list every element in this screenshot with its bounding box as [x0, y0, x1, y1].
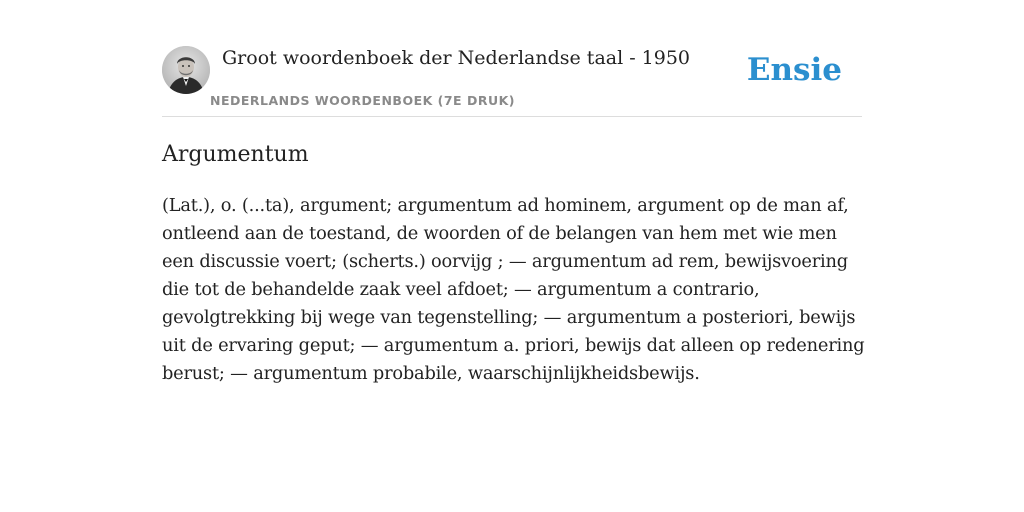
- source-header: [162, 46, 862, 117]
- ensie-logo[interactable]: Ensie: [746, 52, 842, 88]
- source-subtitle: NEDERLANDS WOORDENBOEK (7E DRUK): [210, 93, 515, 108]
- entry-title: Argumentum: [162, 142, 309, 167]
- portrait-icon: [162, 46, 210, 94]
- author-avatar[interactable]: [162, 46, 210, 94]
- source-title[interactable]: Groot woordenboek der Nederlandse taal - 1950: [222, 47, 691, 69]
- entry-body: (Lat.), o. (...ta), argument; argumentum ad hominem, argument op de man af, ontleend aan de toestand, de woorden of de belangen van hem met wie men een discussie voert; (scherts.) oorvijg ; — argumentum ad rem, bewijsvoering die tot de behandelde zaak veel afdoet; — argumentum a contrario, gevolgtrekking bij wege van tegenstelling; — argumentum a posteriori, bewijs uit de ervaring geput; — argumentum a. priori, bewijs dat alleen op redenering berust; — argumentum probabile, waarschijnlijkheidsbewijs.: [162, 195, 865, 384]
